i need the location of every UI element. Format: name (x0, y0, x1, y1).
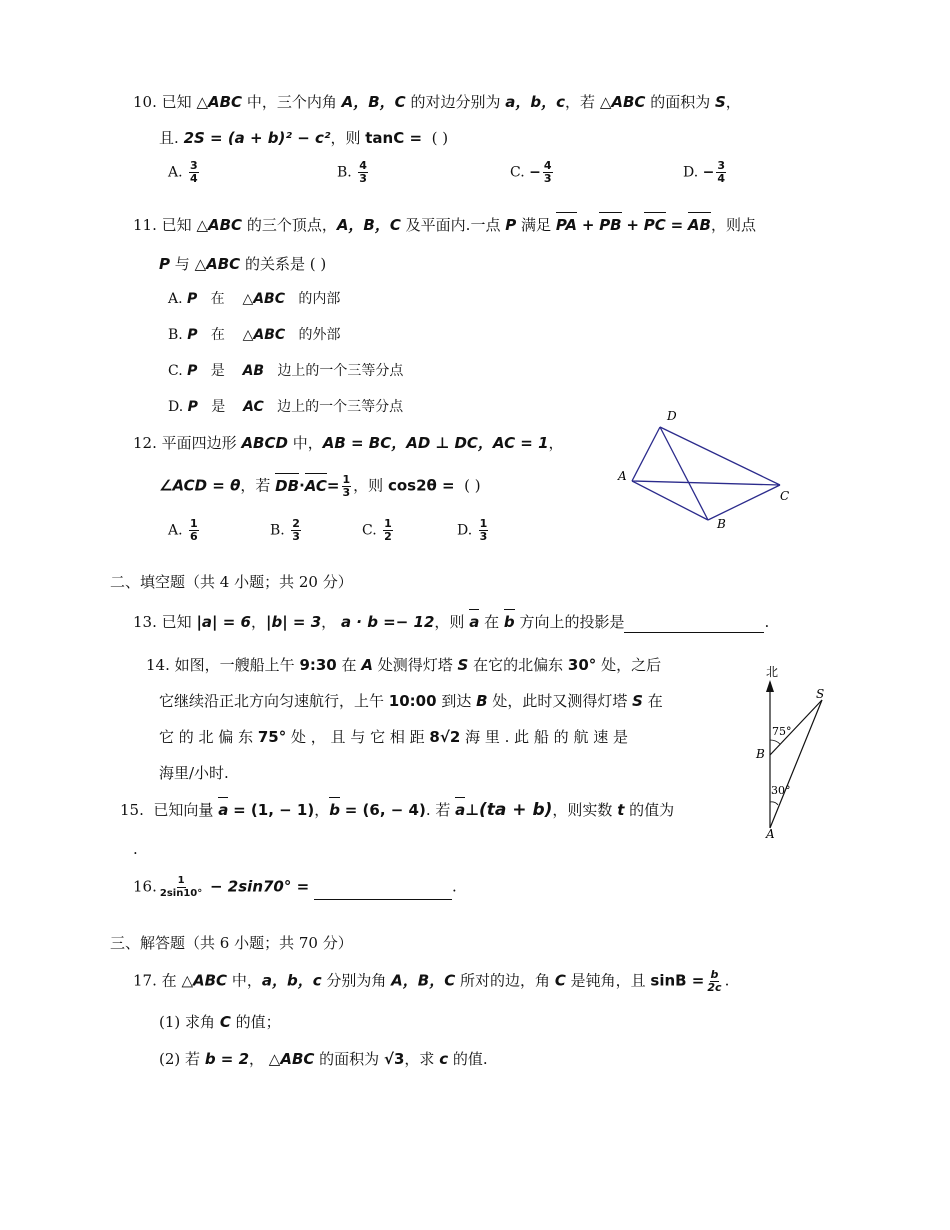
q14-line1: 14. 如图，一艘船上午 9:30 在 A 处测得灯塔 S 在它的北偏东 30° 处，之后 (146, 656, 662, 674)
label-b: B (717, 517, 726, 531)
q16-line: 16. $\frac{1}{2\sin 10^\circ}$ − 2sin70° = . (133, 875, 457, 899)
q12-line2: ∠ACD = θ，若 DB·AC= $\frac{1}{3}$ ，则 cos2θ = ( ) (159, 473, 481, 499)
q17-line1: 17. 在 △ABC 中，a，b，c 分别为角 A，B，C 所对的边，角 C 是钝角，且 sinB = $\frac{b}{2c}$ . (133, 968, 730, 994)
q10-option-c[interactable]: C. − $\frac{4}{3}$ (510, 159, 552, 185)
north-arrow-icon (766, 680, 774, 692)
edge-ab (632, 481, 708, 520)
label-a: A (766, 827, 775, 841)
q11-option-a[interactable]: A. P 在 △ABC 的内部 (168, 291, 341, 307)
label-b: B (756, 747, 765, 761)
label-a: A (618, 469, 627, 483)
q13-line: 13. 已知 |a| = 6，|b| = 3， a · b =− 12，则 a 在 b 方向上的投影是 . (133, 613, 770, 631)
label-s: S (816, 687, 825, 701)
q12-option-d[interactable]: D. $\frac{1}{3}$ (457, 517, 488, 543)
line-as (770, 700, 822, 828)
q17-part1: (1) 求角 C 的值； (159, 1013, 281, 1031)
q15-end: . (133, 840, 138, 858)
angle-30-label: 30° (771, 784, 791, 797)
edge-bc (708, 485, 780, 520)
edge-dc (660, 427, 780, 485)
q11-option-c[interactable]: C. P 是 AB 边上的一个三等分点 (168, 363, 404, 379)
q15-line: 15. 已知向量 a = (1, − 1)，b = (6, − 4). 若 a⊥(ta + b)，则实数 t 的值为 (120, 800, 675, 820)
q10-line1: 10. 已知 △ABC 中，三个内角 A，B，C 的对边分别为 a，b，c，若 △ABC 的面积为 S， (133, 93, 741, 111)
section-solutions: 三、解答题（共 6 小题；共 70 分） (110, 934, 353, 952)
q12-line1: 12. 平面四边形 ABCD 中，AB = BC，AD ⊥ DC，AC = 1， (133, 434, 564, 452)
edge-ad (632, 427, 660, 481)
q13-answer-blank[interactable] (624, 632, 764, 633)
q12-figure (610, 404, 800, 534)
q10-number: 10. (133, 93, 157, 111)
q14-line4: 海里/小时. (159, 764, 229, 782)
q12-option-a[interactable]: A. $\frac{1}{6}$ (168, 517, 198, 543)
q14-figure (748, 662, 838, 844)
angle-arc-30 (770, 802, 778, 805)
q11-line2: P 与 △ABC 的关系是 ( ) (159, 255, 327, 273)
diagonal-db (660, 427, 708, 520)
q10-line2: 且. 2S = (a + b)² − c²，则 tanC = ( ) (159, 129, 449, 147)
q11-option-b[interactable]: B. P 在 △ABC 的外部 (168, 327, 341, 343)
angle-arc-75 (770, 740, 780, 744)
label-d: D (667, 409, 677, 423)
q16-answer-blank[interactable] (314, 899, 452, 900)
label-c: C (780, 489, 790, 503)
q12-option-b[interactable]: B. $\frac{2}{3}$ (270, 517, 300, 543)
diagonal-ac (632, 481, 780, 485)
q17-part2: (2) 若 b = 2， △ABC 的面积为 √3，求 c 的值. (159, 1050, 488, 1068)
q11-line1: 11. 已知 △ABC 的三个顶点，A，B，C 及平面内.一点 P 满足 PA + PB + PC = AB，则点 (133, 216, 756, 234)
q10-option-d[interactable]: D. − $\frac{3}{4}$ (683, 159, 726, 185)
q10-option-a[interactable]: A. $\frac{3}{4}$ (168, 159, 198, 185)
north-label: 北 (766, 665, 779, 679)
q11-option-d[interactable]: D. P 是 AC 边上的一个三等分点 (168, 399, 404, 415)
q14-line2: 它继续沿正北方向匀速航行，上午 10:00 到达 B 处，此时又测得灯塔 S 在 (159, 692, 663, 710)
q10-option-b[interactable]: B. $\frac{4}{3}$ (337, 159, 367, 185)
section-fill-in: 二、填空题（共 4 小题；共 20 分） (110, 573, 353, 591)
q14-line3: 它 的 北 偏 东 75° 处 ， 且 与 它 相 距 8√2 海 里 . 此 船 的 航 速 是 (159, 728, 628, 746)
q12-option-c[interactable]: C. $\frac{1}{2}$ (362, 517, 392, 543)
angle-75-label: 75° (772, 725, 792, 738)
